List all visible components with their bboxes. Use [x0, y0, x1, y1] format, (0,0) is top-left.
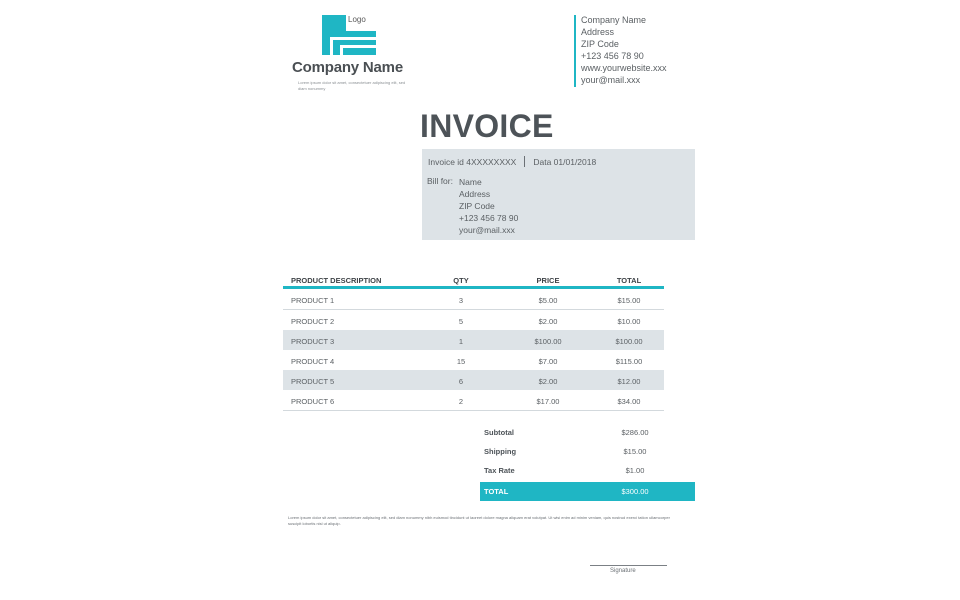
total-value: $300.00 — [621, 487, 649, 496]
subtotal-value: $286.00 — [621, 428, 649, 437]
cell-total: $12.00 — [617, 377, 641, 386]
invoice-date: Data 01/01/2018 — [533, 157, 597, 167]
sender-address — [581, 14, 667, 86]
sender-line: ZIP Code — [581, 39, 619, 49]
signature-label: Signature — [610, 568, 636, 574]
table-row — [283, 370, 664, 390]
cell-total: $15.00 — [617, 296, 641, 305]
subtotal-label: Subtotal — [484, 428, 514, 437]
shipping-value: $15.00 — [623, 447, 647, 456]
header-qty: QTY — [453, 276, 469, 285]
bill-line: Name — [459, 177, 482, 187]
bill-to-address — [459, 176, 518, 236]
cell-description: PRODUCT 1 — [291, 296, 335, 305]
cell-price: $100.00 — [534, 337, 562, 346]
table-row — [283, 350, 664, 370]
table-row — [283, 330, 664, 350]
sender-line: Address — [581, 27, 615, 37]
footer-note: Lorem ipsum dolor sit amet, consectetuer adipiscing elit, sed diam nonummy nibh euismod tincidunt ut laoreet dolore magna aliquam erat volutpat. Ut wisi enim ad minim veniam, quis nostrud exerci tation ullamcorper suscipit lobortis nisl ut aliquip. — [288, 515, 670, 526]
shipping-row — [480, 443, 695, 462]
bill-line: +123 456 78 90 — [459, 213, 519, 223]
sender-accent-rule — [574, 15, 576, 87]
sender-line: Company Name — [581, 15, 647, 25]
table-header — [283, 272, 664, 286]
cell-qty: 5 — [458, 317, 464, 326]
bill-line: ZIP Code — [459, 201, 495, 211]
subtotal-row — [480, 424, 695, 443]
cell-qty: 1 — [458, 337, 464, 346]
bill-line: your@mail.xxx — [459, 225, 515, 235]
cell-total: $10.00 — [617, 317, 641, 326]
header-total: TOTAL — [616, 276, 642, 285]
invoice-title: INVOICE — [420, 108, 554, 144]
tax-value: $1.00 — [625, 466, 645, 475]
cell-qty: 6 — [458, 377, 464, 386]
invoice-meta — [428, 156, 596, 167]
cell-description: PRODUCT 5 — [291, 377, 335, 386]
sender-line: your@mail.xxx — [581, 75, 641, 85]
cell-total: $115.00 — [615, 357, 643, 366]
sender-line: +123 456 78 90 — [581, 51, 644, 61]
cell-description: PRODUCT 6 — [291, 397, 335, 406]
header-description: PRODUCT DESCRIPTION — [291, 276, 382, 285]
bill-for-label: Bill for: — [427, 176, 453, 186]
cell-qty: 15 — [456, 357, 466, 366]
cell-description: PRODUCT 3 — [291, 337, 335, 346]
bill-line: Address — [459, 189, 491, 199]
meta-separator — [524, 156, 525, 167]
company-tagline: Lorem ipsum dolor sit amet, consectetuer adipiscing elit, sed diam nonummy — [298, 80, 406, 91]
cell-total: $34.00 — [617, 397, 641, 406]
table-row — [283, 390, 664, 411]
line-items-table — [283, 272, 664, 411]
logo-caption: Logo — [348, 15, 366, 24]
table-row — [283, 289, 664, 310]
cell-qty: 2 — [458, 397, 464, 406]
cell-price: $7.00 — [538, 357, 558, 366]
signature-line — [590, 565, 667, 566]
cell-description: PRODUCT 4 — [291, 357, 335, 366]
table-row — [283, 310, 664, 330]
cell-total: $100.00 — [615, 337, 643, 346]
sender-line: www.yourwebsite.xxx — [581, 63, 667, 73]
cell-price: $2.00 — [538, 317, 558, 326]
total-label: TOTAL — [484, 487, 509, 496]
cell-qty: 3 — [458, 296, 464, 305]
cell-price: $2.00 — [538, 377, 558, 386]
header-price: PRICE — [536, 276, 560, 285]
grand-total-row — [480, 482, 695, 501]
invoice-id: Invoice id 4XXXXXXXX — [428, 157, 517, 167]
company-name: Company Name — [292, 59, 403, 76]
cell-description: PRODUCT 2 — [291, 317, 335, 326]
cell-price: $5.00 — [538, 296, 558, 305]
tax-label: Tax Rate — [484, 466, 515, 475]
cell-price: $17.00 — [536, 397, 560, 406]
shipping-label: Shipping — [484, 447, 517, 456]
tax-row — [480, 462, 695, 481]
